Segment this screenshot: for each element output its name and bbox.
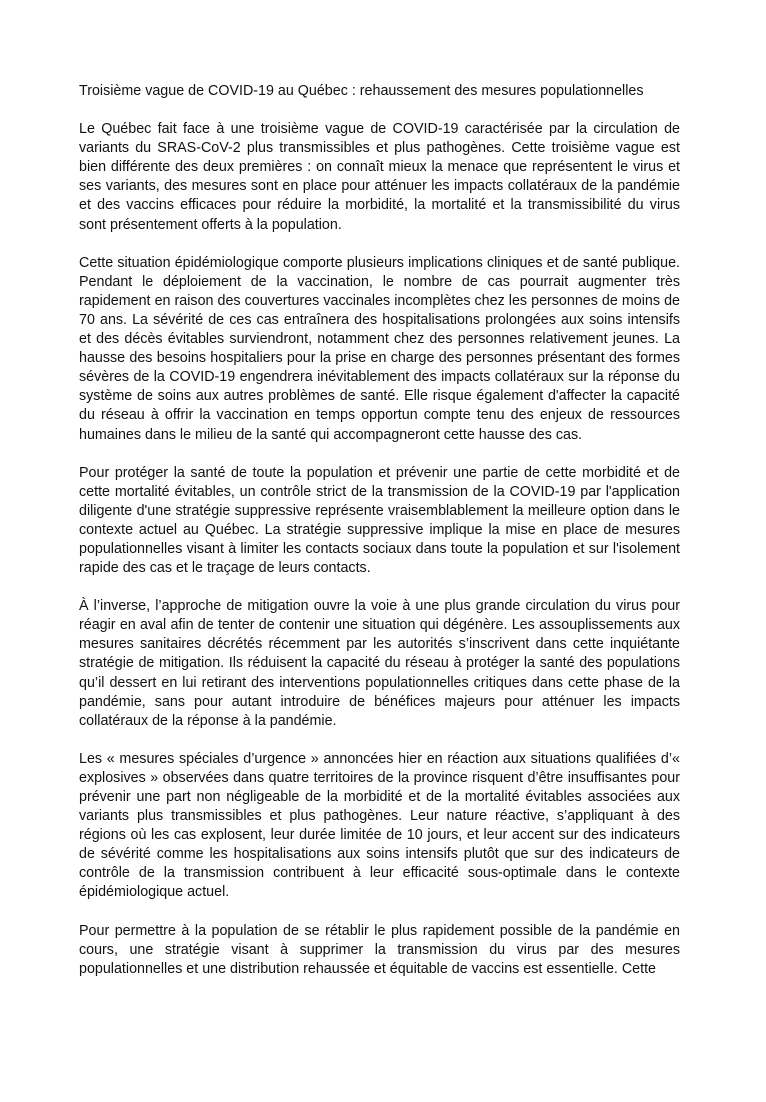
paragraph-6: Pour permettre à la population de se rétablir le plus rapidement possible de la pandémie en cours, une stratégie visant à supprimer la transmission du virus par des mesures populationnelles et une distribution rehaussée et équitable de vaccins est essentielle. Cette: [79, 922, 680, 977]
paragraph-1: Le Québec fait face à une troisième vague de COVID-19 caractérisée par la circulation de variants du SRAS-CoV-2 plus transmissibles et plus pathogènes. Cette troisième vague est bien différente des deux premières : on connaît mieux la menace que représentent le virus et ses variants, des mesures sont en place pour atténuer les impacts collatéraux de la pandémie et des vaccins efficaces pour réduire la morbidité, la mortalité et la transmissibilité du virus sont présentement offerts à la population.: [79, 121, 680, 233]
paragraph-2: Cette situation épidémiologique comporte plusieurs implications cliniques et de santé publique. Pendant le déploiement de la vaccination, le nombre de cas pourrait augmenter très rapidement en raison des couvertures vaccinales incomplètes chez les personnes de moins de 70 ans. La sévérité de ces cas entraînera des hospitalisations prolongées aux soins intensifs et des décès évitables surviendront, notamment chez des personnes relativement jeunes. La hausse des besoins hospitaliers pour la prise en charge des personnes présentant des formes sévères de la COVID-19 engendrera inévitablement des impacts collatéraux sur la réponse du système de soins aux autres problèmes de santé. Elle risque également d'affecter la capacité du réseau à offrir la vaccination en temps opportun compte tenu des enjeux de ressources humaines dans le milieu de la santé qui accompagneront cette hausse des cas.: [79, 254, 680, 443]
document-page: [79, 82, 680, 998]
paragraph-3: Pour protéger la santé de toute la population et prévenir une partie de cette morbidité et de cette mortalité évitables, un contrôle strict de la transmission de la COVID-19 par l'application diligente d'une stratégie suppressive représente vraisemblablement la meilleure option dans le contexte actuel au Québec. La stratégie suppressive implique la mise en place de mesures populationnelles visant à limiter les contacts sociaux dans toute la population et sur l'isolement rapide des cas et le traçage de leurs contacts.: [79, 464, 680, 577]
paragraph-5: Les « mesures spéciales d’urgence » annoncées hier en réaction aux situations qualifiées d’« explosives » observées dans quatre territoires de la province risquent d’être insuffisantes pour prévenir une part non négligeable de la morbidité et de la mortalité évitables associées aux variants plus transmissibles et plus pathogènes. Leur nature réactive, s’appliquant à des régions où les cas explosent, leur durée limitée de 10 jours, et leur accent sur des indicateurs de sévérité comme les hospitalisations aux soins intensifs plutôt que sur des indicateurs de contrôle de la transmission contribuent à leur efficacité sous-optimale dans le contexte épidémiologique actuel.: [79, 750, 680, 901]
document-title: Troisième vague de COVID-19 au Québec : rehaussement des mesures populationnelles: [79, 83, 644, 99]
paragraph-4: À l’inverse, l’approche de mitigation ouvre la voie à une plus grande circulation du virus pour réagir en aval afin de tenter de contenir une situation qui dégénère. Les assouplissements aux mesures sanitaires décrétés récemment par les autorités s’inscrivent dans cette inquiétante stratégie de mitigation. Ils réduisent la capacité du réseau à protéger la santé des populations qu’il dessert en lui retirant des interventions populationnelles critiques dans cette phase de la pandémie, sans pour autant introduire de bénéfices majeurs pour atténuer les impacts collatéraux de la réponse à la pandémie.: [79, 598, 680, 729]
